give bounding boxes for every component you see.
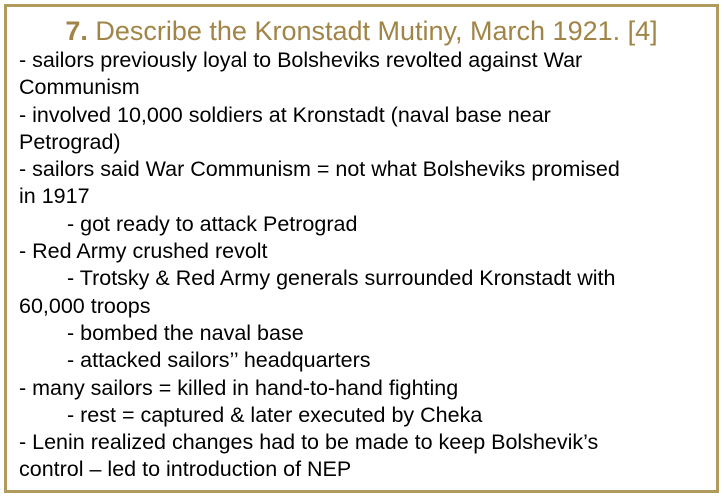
answer-line: - involved 10,000 soldiers at Kronstadt (naval base near	[19, 102, 551, 127]
answer-line: - sailors said War Communism = not what Bolsheviks promised	[19, 157, 620, 182]
answer-subpoint: - bombed the naval base	[67, 320, 304, 345]
answer-line: - Lenin realized changes had to be made to keep Bolshevik’s	[19, 430, 599, 455]
question-number: 7.	[65, 16, 88, 46]
answer-line: - Red Army crushed revolt	[19, 239, 268, 264]
answer-line: in 1917	[19, 184, 90, 209]
answer-line: Communism	[19, 75, 140, 100]
question-title	[7, 14, 716, 48]
answer-subpoint: - attacked sailors’’ headquarters	[67, 348, 371, 373]
question-text: Describe the Kronstadt Mutiny, March 1921. [4]	[87, 16, 658, 46]
answer-line: 60,000 troops	[19, 293, 151, 318]
answer-line: - many sailors = killed in hand-to-hand fighting	[19, 375, 459, 400]
answer-subpoint: - Trotsky & Red Army generals surrounded Kronstadt with	[67, 266, 616, 291]
answer-subpoint: - got ready to attack Petrograd	[67, 211, 358, 236]
answer-line: - sailors previously loyal to Bolsheviks revolted against War	[19, 48, 583, 72]
answer-subpoint: - rest = captured & later executed by Cheka	[67, 402, 483, 427]
answer-line: Petrograd)	[19, 129, 121, 154]
answer-card	[4, 4, 719, 493]
answer-line: control – led to introduction of NEP	[19, 457, 352, 482]
answer-body	[19, 47, 709, 484]
